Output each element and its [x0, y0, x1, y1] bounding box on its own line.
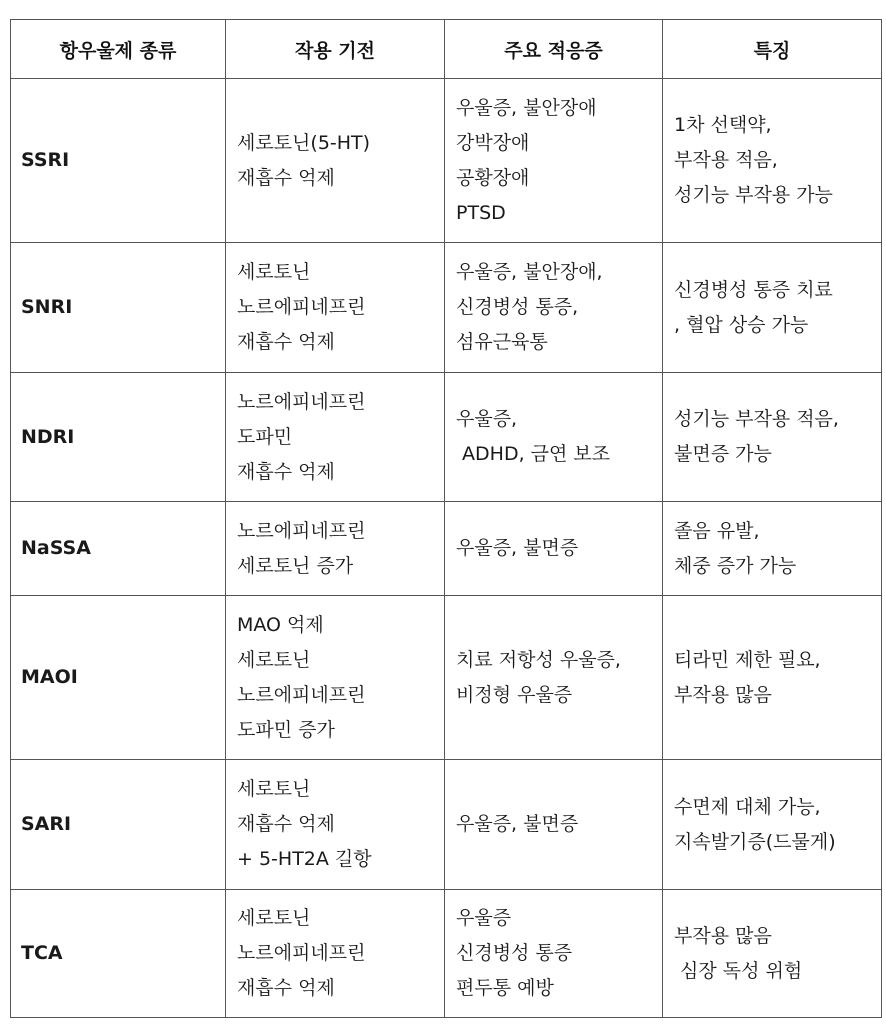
- indications-line: 우울증, 불면증: [456, 813, 579, 835]
- indications-line: 섬유근육통: [456, 331, 548, 353]
- indications-line: 비정형 우울증: [456, 683, 573, 706]
- indications-cell: [445, 596, 663, 760]
- table-row: [11, 79, 882, 243]
- features-cell: [663, 79, 882, 243]
- mechanism-line: 도파민 증가: [237, 718, 335, 741]
- indications-cell: [445, 890, 663, 1018]
- indications-cell: [445, 373, 663, 502]
- mechanism-cell: [226, 502, 445, 596]
- mechanism-line: 세로토닌: [237, 648, 311, 671]
- features-cell: [663, 243, 882, 373]
- features-cell: [663, 760, 882, 890]
- indications-cell: [445, 79, 663, 243]
- header-row: [11, 20, 882, 79]
- mechanism-line: + 5-HT2A 길항: [237, 848, 372, 870]
- features-line: 체중 증가 가능: [674, 554, 797, 577]
- features-line: 수면제 대체 가능,: [674, 795, 821, 818]
- mechanism-cell: [226, 79, 445, 243]
- indications-line: ADHD, 금연 보조: [456, 443, 611, 465]
- table-row: [11, 596, 882, 760]
- features-line: , 혈압 상승 가능: [674, 313, 809, 336]
- mechanism-line: 세로토닌: [237, 778, 311, 800]
- drug-type-cell: MAOI: [11, 596, 226, 760]
- indications-line: 강박장애: [456, 131, 530, 154]
- mechanism-line: 노르에피네프린: [237, 296, 366, 318]
- mechanism-line: 재흡수 억제: [237, 331, 335, 353]
- header-indications: 주요 적응증: [445, 20, 663, 79]
- features-line: 티라민 제한 필요,: [674, 648, 821, 671]
- mechanism-line: 노르에피네프린: [237, 683, 366, 706]
- mechanism-cell: [226, 373, 445, 502]
- mechanism-line: 재흡수 억제: [237, 166, 335, 189]
- table-row: [11, 373, 882, 502]
- features-line: 부작용 적음,: [674, 149, 778, 171]
- features-line: 1차 선택약,: [674, 114, 772, 136]
- table-row: [11, 502, 882, 596]
- mechanism-line: 노르에피네프린: [237, 390, 366, 413]
- indications-cell: [445, 502, 663, 596]
- drug-type-cell: NaSSA: [11, 502, 226, 596]
- indications-line: 신경병성 통증,: [456, 296, 579, 318]
- indications-cell: [445, 243, 663, 373]
- mechanism-line: 노르에피네프린: [237, 519, 366, 542]
- features-line: 심장 독성 위험: [674, 959, 803, 982]
- drug-type-cell: SARI: [11, 760, 226, 890]
- mechanism-line: 세로토닌(5-HT): [237, 131, 371, 154]
- header-features: 특징: [663, 20, 882, 79]
- drug-type-cell: TCA: [11, 890, 226, 1018]
- table-row: [11, 890, 882, 1018]
- indications-line: 우울증, 불안장애,: [456, 261, 603, 283]
- antidepressant-table: [10, 19, 882, 1018]
- indications-line: PTSD: [456, 201, 506, 224]
- mechanism-cell: [226, 243, 445, 373]
- mechanism-line: 도파민: [237, 425, 293, 448]
- features-cell: [663, 502, 882, 596]
- mechanism-cell: [226, 760, 445, 890]
- indications-line: 공황장애: [456, 166, 530, 189]
- features-line: 성기능 부작용 적음,: [674, 408, 839, 430]
- drug-type-cell: SNRI: [11, 243, 226, 373]
- features-line: 성기능 부작용 가능: [674, 184, 833, 206]
- features-line: 지속발기증(드물게): [674, 830, 836, 853]
- mechanism-cell: [226, 596, 445, 760]
- indications-line: 치료 저항성 우울증,: [456, 648, 621, 671]
- header-mechanism: 작용 기전: [226, 20, 445, 79]
- features-line: 부작용 많음: [674, 924, 772, 947]
- mechanism-line: 세로토닌: [237, 907, 311, 929]
- features-cell: [663, 890, 882, 1018]
- features-line: 부작용 많음: [674, 683, 772, 706]
- indications-line: 신경병성 통증: [456, 942, 573, 964]
- indications-line: 우울증,: [456, 408, 518, 430]
- indications-line: 편두통 예방: [456, 977, 554, 999]
- features-line: 불면증 가능: [674, 443, 772, 465]
- mechanism-line: 노르에피네프린: [237, 942, 366, 964]
- features-cell: [663, 373, 882, 502]
- indications-line: 우울증: [456, 907, 512, 929]
- features-line: 신경병성 통증 치료: [674, 278, 833, 301]
- indications-cell: [445, 760, 663, 890]
- indications-line: 우울증, 불안장애: [456, 96, 597, 119]
- indications-line: 우울증, 불면증: [456, 537, 579, 559]
- table-body: [11, 79, 882, 1018]
- header-type: 항우울제 종류: [11, 20, 226, 79]
- mechanism-line: MAO 억제: [237, 613, 324, 636]
- table-row: [11, 760, 882, 890]
- mechanism-line: 재흡수 억제: [237, 813, 335, 835]
- table-row: [11, 243, 882, 373]
- mechanism-cell: [226, 890, 445, 1018]
- drug-type-cell: NDRI: [11, 373, 226, 502]
- mechanism-line: 세로토닌 증가: [237, 554, 354, 577]
- drug-type-cell: SSRI: [11, 79, 226, 243]
- features-line: 졸음 유발,: [674, 519, 760, 542]
- mechanism-line: 재흡수 억제: [237, 460, 335, 483]
- features-cell: [663, 596, 882, 760]
- mechanism-line: 재흡수 억제: [237, 977, 335, 999]
- mechanism-line: 세로토닌: [237, 261, 311, 283]
